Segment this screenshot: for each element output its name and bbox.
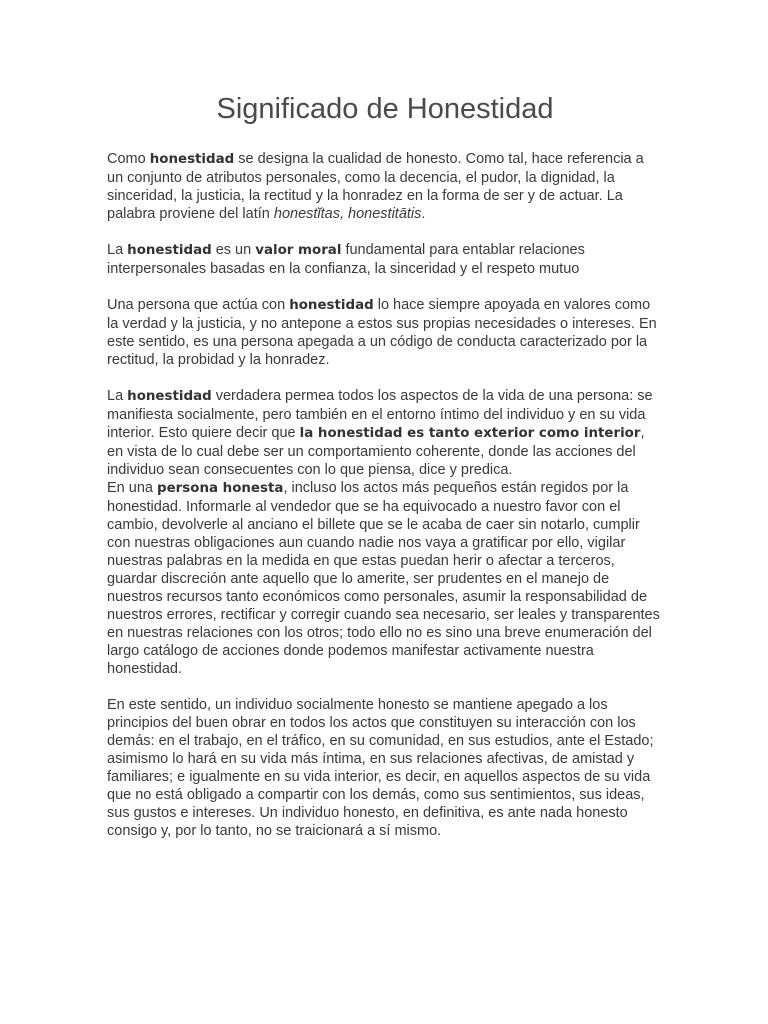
bold-run: la honestidad es tanto exterior como interior: [299, 426, 641, 441]
document-page: [107, 86, 663, 840]
text-run: En una: [107, 480, 157, 496]
text-run: , incluso los actos más pequeños están regidos por la honestidad. Informarle al vendedor que se ha equivocado a nuestro favor con el cambio, devolverle al anciano el billete que se le acaba de caer sin notarlo, cumplir con nuestras obligaciones aun cuando nadie nos vaya a gratificar por ello, vigilar nuestras palabras en la medida en que estas puedan herir o afectar a terceros, guardar discreción ante aquello que lo amerite, ser prudentes en el manejo de nuestros recursos tanto económicos como personales, asumir la responsabilidad de nuestros errores, rectificar y corregir cuando sea necesario, ser leales y transparentes en nuestras relaciones con los otros; todo ello no es sino una breve enumeración del largo catálogo de acciones donde podemos manifestar activamente nuestra honestidad.: [107, 480, 660, 677]
text-run: se designa la cualidad de honesto. Como tal, hace referencia a un conjunto de atributos personales, como la decencia, el pudor, la dignidad, la sinceridad, la justicia, la rectitud y la honradez en la forma de ser y de actuar. La palabra proviene del latín: [107, 151, 644, 222]
text-run: es un: [211, 242, 256, 258]
text-run: La: [107, 388, 128, 404]
bold-run: honestidad: [127, 389, 212, 404]
paragraph-4: [107, 387, 663, 479]
italic-run: honestĭtas, honestitātis: [273, 206, 422, 222]
bold-run: honestidad: [149, 152, 235, 167]
text-run: En este sentido, un individuo socialmente honesto se mantiene apegado a los principios del buen obrar en todos los actos que constituyen su interacción con los demás: en el trabajo, en el tráfico, en su comunidad, en sus estudios, ante el Estado; asimismo lo hará en su vida más íntima, en sus relaciones afectivas, de amistad y familiares; e igualmente en su vida interior, es decir, en aquellos aspectos de su vida que no está obligado a compartir con los demás, como sus sentimientos, sus ideas, sus gustos e intereses. Un individuo honesto, en definitiva, es ante nada honesto consigo y, por lo tanto, no se traicionará a sí mismo.: [107, 697, 654, 839]
paragraph-3: [107, 296, 663, 369]
bold-run: valor moral: [255, 243, 342, 258]
page-title: Significado de Honestidad: [216, 93, 554, 125]
text-run: fundamental para entablar relaciones interpersonales basadas en la confianza, la sinceridad y el respeto mutuo: [107, 242, 585, 277]
text-run: verdadera permea todos los aspectos de la vida de una persona: se manifiesta socialmente, pero también en el entorno íntimo del individuo y en su vida interior. Esto quiere decir que: [107, 388, 653, 441]
bold-run: honestidad: [289, 298, 374, 313]
text-run: lo hace siempre apoyada en valores como la verdad y la justicia, y no antepone a estos sus propias necesidades o intereses. En este sentido, es una persona apegada a un código de conducta caracterizado por la rectitud, la probidad y la honradez.: [107, 297, 657, 368]
paragraph-2: [107, 241, 663, 278]
paragraph-5: [107, 479, 663, 678]
text-run: La: [107, 242, 128, 258]
text-run: Una persona que actúa con: [107, 297, 290, 313]
text-run: , en vista de lo cual debe ser un comportamiento coherente, donde las acciones del individuo sean consecuentes con lo que piensa, dice y predica.: [107, 425, 645, 478]
paragraph-1: [107, 150, 663, 223]
bold-run: persona honesta: [157, 481, 284, 496]
text-run: .: [421, 206, 426, 222]
paragraph-6: [107, 696, 663, 840]
text-run: Como: [107, 151, 150, 167]
bold-run: honestidad: [127, 243, 212, 258]
